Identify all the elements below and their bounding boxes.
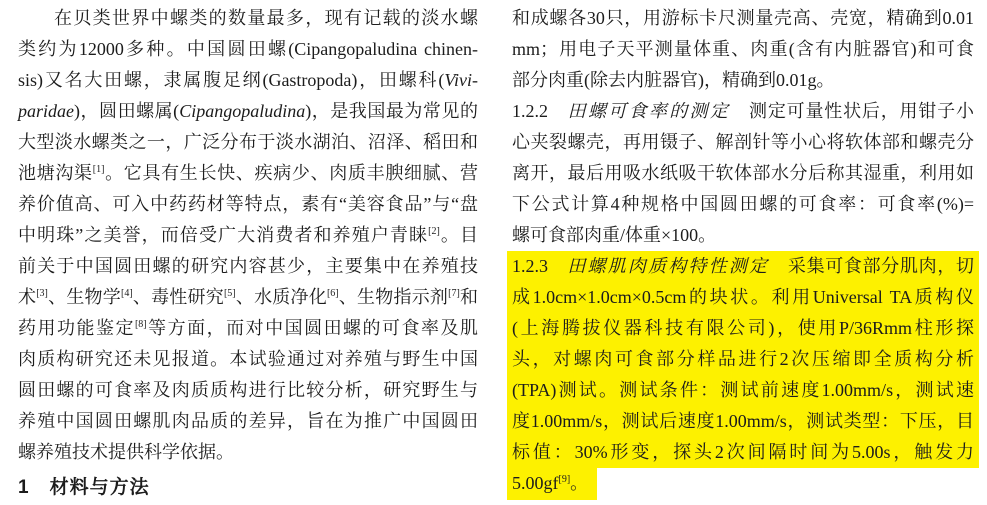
text-line — [18, 313, 478, 344]
body-text: 头，对螺肉可食部分样品进行2次压缩即全质构分析 — [512, 349, 974, 369]
body-text: 类约为12000多种。中国圆田螺(Cipangopaludina chinen- — [18, 39, 478, 59]
body-text: 、水质净化 — [235, 287, 327, 307]
body-text: 圆田螺的可食率及肉质质构进行比较分析，研究野生与 — [18, 380, 478, 400]
body-text: 下公式计算4种规格中国圆田螺的可食率：可食率(%)= — [512, 194, 974, 214]
text-line — [512, 3, 974, 34]
body-text: 1.2.3 — [512, 256, 568, 276]
body-text: 肉质构研究还未见报道。本试验通过对养殖与野生中国 — [18, 349, 478, 369]
body-text: 。目 — [439, 225, 478, 245]
body-text: 等方面，而对中国圆田螺的可食率及肌 — [146, 318, 479, 338]
body-text: 测定可量性状后，用钳子小 — [730, 101, 975, 121]
body-text: 池塘沟渠 — [18, 163, 93, 183]
body-text: )，是我国最为常见的 — [305, 101, 478, 121]
section-title: 田螺肌肉质构特性测定 — [567, 256, 770, 276]
highlight-marker — [507, 467, 597, 500]
text-line — [512, 96, 974, 127]
text-line — [18, 437, 478, 468]
reference-marker: [6] — [326, 288, 339, 299]
body-text: mm；用电子天平测量体重、肉重(含有内脏器官)和可食 — [512, 39, 974, 59]
body-text: 、生物学 — [47, 287, 121, 307]
reference-marker: [2] — [428, 226, 440, 237]
body-text: 和 — [459, 287, 479, 307]
body-text: 部分肉重(除去内脏器官)，精确到0.01g。 — [512, 70, 835, 90]
highlighted-text-line — [507, 344, 979, 375]
text-line — [512, 34, 974, 65]
body-text: 成1.0cm×1.0cm×0.5cm的块状。利用Universal TA质构仪 — [512, 287, 974, 307]
reference-marker: [5] — [223, 288, 236, 299]
text-line — [512, 189, 974, 220]
text-line — [512, 127, 974, 158]
text-line — [18, 34, 478, 65]
body-text: 螺可食部肉重/体重×100。 — [512, 225, 717, 245]
text-line — [512, 65, 974, 96]
body-text: 在贝类世界中螺类的数量最多，现有记载的淡水螺 — [54, 8, 478, 28]
text-line — [18, 220, 478, 251]
text-line — [18, 158, 478, 189]
highlighted-text-line — [507, 437, 979, 468]
body-text: 。 — [570, 473, 589, 493]
body-text: 术 — [18, 287, 37, 307]
text-line — [512, 220, 974, 251]
section-heading — [18, 472, 478, 503]
reference-marker: [4] — [120, 288, 133, 299]
text-line — [18, 375, 478, 406]
right-column — [512, 3, 974, 499]
body-text: 和成螺各30只，用游标卡尺测量壳高、壳宽，精确到0.01 — [512, 8, 974, 28]
body-text: 中明珠”之美誉，而倍受广大消费者和养殖户青睐 — [18, 225, 429, 245]
body-text: sis)又名大田螺，隶属腹足纲(Gastropoda)，田螺科( — [18, 70, 445, 90]
highlighted-text-line — [507, 313, 979, 344]
text-line — [512, 158, 974, 189]
highlighted-text-line — [507, 375, 979, 406]
body-text: 离开，最后用吸水纸吸干软体部水分后称其湿重，利用如 — [512, 163, 974, 183]
species-name: Cipangopaludina — [179, 101, 306, 121]
species-name: paridae — [18, 101, 74, 121]
body-text: 螺养殖技术提供科学依据。 — [18, 442, 234, 462]
text-line — [18, 189, 478, 220]
heading-text: 1 材料与方法 — [18, 477, 150, 498]
text-line — [18, 406, 478, 437]
body-text: 5.00gf — [512, 473, 559, 493]
body-text: 度1.00mm/s，测试后速度1.00mm/s，测试类型：下压，目 — [512, 411, 974, 431]
left-column — [18, 3, 478, 503]
reference-marker: [3] — [36, 288, 48, 299]
body-text: (上海腾拔仪器科技有限公司)，使用P/36Rmm柱形探 — [512, 318, 974, 338]
body-text: 、生物指示剂 — [338, 287, 449, 307]
text-line — [18, 96, 478, 127]
body-text: 。它具有生长快、疾病少、肉质丰腴细腻、营 — [104, 163, 479, 183]
text-line — [18, 251, 478, 282]
highlighted-text-line — [507, 282, 979, 313]
reference-marker: [9] — [558, 474, 571, 485]
body-text: 药用功能鉴定 — [18, 318, 135, 338]
body-text: 养殖中国圆田螺肌肉品质的差异，旨在为推广中国圆田 — [18, 411, 478, 431]
text-line — [18, 282, 478, 313]
highlighted-text-line — [507, 406, 979, 437]
body-text: 养价值高、可入中药药材等特点，素有“美容食品”与“盘 — [18, 194, 478, 214]
body-text: 标值：30%形变，探头2次间隔时间为5.00s，触发力 — [512, 442, 974, 462]
body-text: 心夹裂螺壳，再用镊子、解剖针等小心将软体部和螺壳分 — [512, 132, 974, 152]
text-line — [18, 127, 478, 158]
species-name: Vivi- — [444, 70, 478, 90]
highlighted-text-line — [507, 251, 979, 282]
reference-marker: [8] — [134, 319, 147, 330]
body-text: )，圆田螺属( — [74, 101, 180, 121]
body-text: 采集可食部分肌肉，切 — [769, 256, 975, 276]
body-text: 1.2.2 — [512, 101, 568, 121]
reference-marker: [1] — [92, 164, 105, 175]
section-title: 田螺可食率的测定 — [567, 101, 731, 121]
body-text: 大型淡水螺类之一，广泛分布于淡水湖泊、沼泽、稻田和 — [18, 132, 478, 152]
text-line — [18, 3, 478, 34]
highlighted-text-line — [512, 468, 974, 499]
body-text: 、毒性研究 — [132, 287, 224, 307]
reference-marker: [7] — [448, 288, 460, 299]
text-line — [18, 65, 478, 96]
text-line — [18, 344, 478, 375]
body-text: 前关于中国圆田螺的研究内容甚少，主要集中在养殖技 — [18, 256, 478, 276]
body-text: (TPA)测试。测试条件：测试前速度1.00mm/s，测试速 — [512, 380, 974, 400]
